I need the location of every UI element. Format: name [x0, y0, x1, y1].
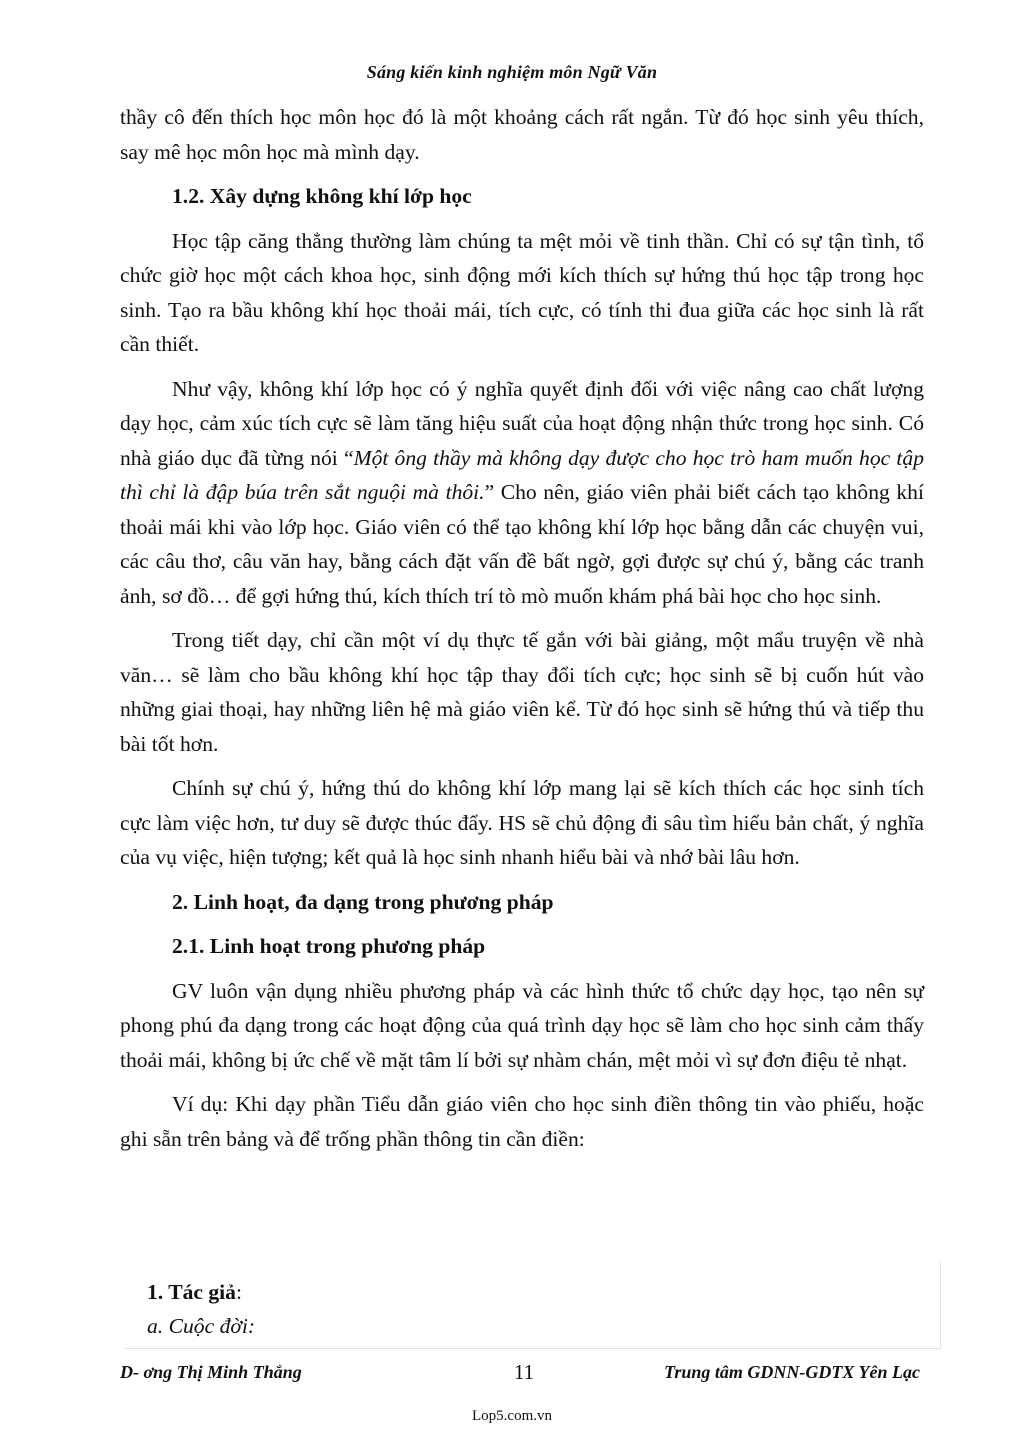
paragraph-lesson-example: Trong tiết dạy, chỉ cần một ví dụ thực tế gắn với bài giảng, một mẩu truyện về nhà văn… sẽ làm cho bầu không khí học tập thay đổi tích cực; học sinh sẽ bị cuốn hút vào những giai thoại, hay những liên hệ mà giáo viên kể. Từ đó học sinh sẽ hứng thú và tiếp thu bài tốt hơn.	[120, 628, 924, 756]
box-heading-text: 1. Tác giả	[147, 1280, 236, 1304]
document-body	[120, 100, 924, 1166]
paragraph-example: Ví dụ: Khi dạy phần Tiểu dẫn giáo viên cho học sinh điền thông tin vào phiếu, hoặc ghi sẵn trên bảng và để trống phần thông tin cần điền:	[120, 1092, 924, 1151]
paragraph-methods: GV luôn vận dụng nhiều phương pháp và các hình thức tổ chức dạy học, tạo nên sự phong phú đa dạng trong các hoạt động của quá trình dạy học sẽ làm cho học sinh cảm thấy thoải mái, không bị ức chế về mặt tâm lí bởi sự nhàm chán, mệt mỏi vì sự đơn điệu tẻ nhạt.	[120, 978, 924, 1072]
page-header-title: Sáng kiến kinh nghiệm môn Ngữ Văn	[366, 62, 658, 82]
page-number: 11	[513, 1360, 535, 1384]
quote-text: Một ông thầy mà không dạy được cho học trò ham muốn học tập thì chỉ là đập búa trên sắt nguội mà thôi.	[120, 445, 925, 504]
paragraph-attention: Chính sự chú ý, hứng thú do không khí lớp mang lại sẽ kích thích các học sinh tích cực làm việc hơn, tư duy sẽ được thúc đẩy. HS sẽ chủ động đi sâu tìm hiểu bản chất, ý nghĩa của vụ việc, hiện tượng; kết quả là học sinh nhanh hiểu bài và nhớ bài lâu hơn.	[120, 776, 924, 869]
paragraph-continuation: thầy cô đến thích học môn học đó là một khoảng cách rất ngắn. Từ đó học sinh yêu thích, say mê học môn học mà mình dạy.	[120, 105, 924, 164]
box-heading	[147, 1280, 242, 1305]
footer-organization: Trung tâm GDNN-GDTX Yên Lạc	[664, 1362, 920, 1382]
section-heading-2-1: 2.1. Linh hoạt trong phương pháp	[172, 934, 486, 958]
info-fill-box	[125, 1262, 941, 1349]
paragraph-classroom-atmosphere	[120, 372, 924, 614]
paragraph-text-before-quote: Như vậy, không khí lớp học có ý nghĩa quyết định đối với việc nâng cao chất lượng dạy học, cảm xúc tích cực sẽ làm tăng hiệu suất của hoạt động nhận thức trong học sinh. Có nhà giáo dục đã từng nói “	[120, 376, 924, 470]
box-heading-colon: :	[235, 1280, 242, 1304]
paragraph-text-after-quote: ” Cho nên, giáo viên phải biết cách tạo không khí thoải mái khi vào lớp học. Giáo viên có thể tạo không khí lớp học bằng dẫn các chuyện vui, các câu thơ, câu văn hay, bằng cách đặt vấn đề bất ngờ, gợi được sự chú ý, bằng các tranh ảnh, sơ đồ… để gợi hứng thú, kích thích trí tò mò muốn khám phá bài học cho học sinh.	[120, 480, 924, 608]
site-watermark: Lop5.com.vn	[472, 1408, 552, 1424]
box-subheading: a. Cuộc đời:	[147, 1314, 256, 1338]
paragraph-tension: Học tập căng thẳng thường làm chúng ta mệt mỏi về tinh thần. Chỉ có sự tận tình, tổ chức giờ học một cách khoa học, sinh động mới kích thích sự hứng thú học tập trong học sinh. Tạo ra bầu không khí học thoải mái, tích cực, có tính thi đua giữa các học sinh là rất cần thiết.	[120, 228, 924, 356]
section-heading-1-2: 1.2. Xây dựng không khí lớp học	[172, 184, 472, 208]
section-heading-2: 2. Linh hoạt, đa dạng trong phương pháp	[172, 889, 554, 914]
footer-author: D- ơng Thị Minh Thắng	[120, 1362, 302, 1382]
